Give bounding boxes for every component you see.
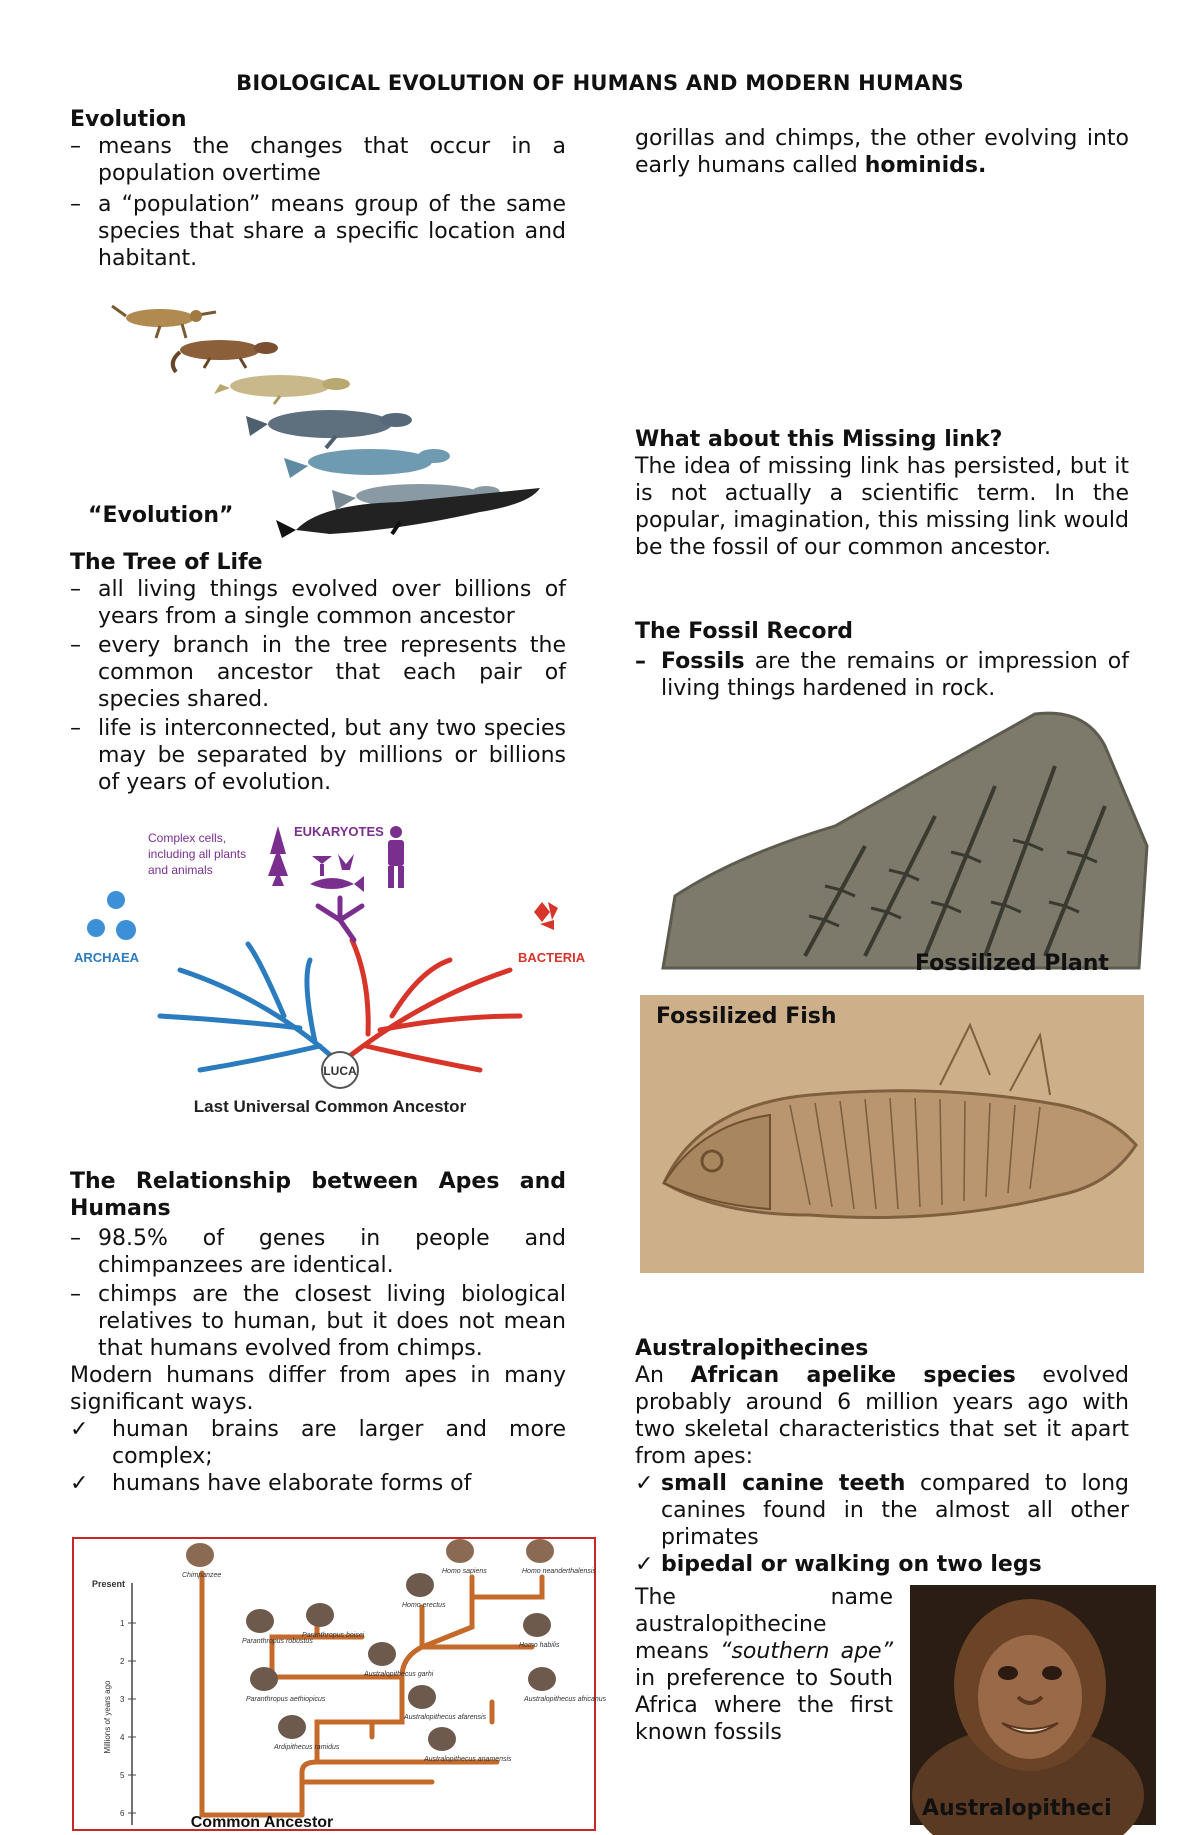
archaea-cell-icon bbox=[87, 919, 105, 937]
intro-bold: African apelike species bbox=[690, 1363, 1016, 1388]
evolution-section bbox=[70, 106, 566, 272]
australopithecines-section bbox=[635, 1335, 1129, 1578]
bacteria-label: BACTERIA bbox=[518, 950, 586, 965]
hominid-head-icon bbox=[306, 1603, 334, 1627]
axis-tick-label: 6 bbox=[120, 1809, 125, 1818]
species-label: Chimpanzee bbox=[182, 1572, 222, 1579]
apes-humans-checks bbox=[70, 1416, 566, 1497]
fossil-definition bbox=[635, 648, 1129, 702]
complex-cells-label-2: including all plants bbox=[148, 847, 247, 861]
luca-caption: Last Universal Common Ancestor bbox=[193, 1097, 467, 1116]
face bbox=[978, 1635, 1082, 1759]
archaea-label: ARCHAEA bbox=[74, 950, 139, 965]
list-item: – 98.5% of genes in people and chimpanzees are identical. bbox=[70, 1225, 566, 1279]
hominid-head-icon bbox=[526, 1539, 554, 1563]
name-text: The name australopithecine means bbox=[635, 1585, 893, 1664]
species-label: Australopithecus afarensis bbox=[404, 1714, 487, 1721]
australopithecine-name-text bbox=[635, 1584, 893, 1746]
hominid-head-icon bbox=[278, 1715, 306, 1739]
hominid-head-icon bbox=[368, 1642, 396, 1666]
australopithecine-photo bbox=[910, 1585, 1156, 1825]
axis-tick-label: 4 bbox=[120, 1733, 125, 1742]
intro-text: An bbox=[635, 1363, 691, 1388]
list-item: – chimps are the closest living biological relatives to human, but it does not mean that humans evolved from chimps. bbox=[70, 1281, 566, 1362]
human-leg-icon bbox=[398, 866, 404, 888]
species-label: Homo erectus bbox=[402, 1602, 446, 1609]
missing-link-heading: What about this Missing link? bbox=[635, 427, 1003, 452]
bacteria-branches bbox=[342, 940, 520, 1070]
axis-tick-label: 3 bbox=[120, 1695, 125, 1704]
axis-tick-label: 5 bbox=[120, 1771, 125, 1780]
species-label: Homo habilis bbox=[519, 1642, 560, 1649]
list-item: – life is interconnected, but any two species may be separated by millions or billions of years of evolution. bbox=[70, 715, 566, 796]
evolution-heading: Evolution bbox=[70, 107, 187, 132]
fossils-definition-text: are the remains or impression of living things hardened in rock. bbox=[661, 649, 1129, 701]
evolution-caption: “Evolution” bbox=[88, 503, 234, 528]
species-label: Paranthropus aethiopicus bbox=[246, 1696, 326, 1703]
hominid-head-icon bbox=[406, 1573, 434, 1597]
list-item bbox=[635, 1551, 1129, 1578]
species-label: Homo neanderthalensis bbox=[522, 1568, 596, 1575]
australopithecines-checks bbox=[635, 1470, 1129, 1578]
check-bold: bipedal or walking on two legs bbox=[661, 1552, 1042, 1577]
tree-icon bbox=[268, 826, 288, 886]
hominid-head-icon bbox=[428, 1727, 456, 1751]
rock-slab bbox=[663, 713, 1147, 968]
pakicetus-icon bbox=[112, 306, 216, 338]
complex-cells-label-1: Complex cells, bbox=[148, 831, 227, 845]
basilosaurus-icon bbox=[284, 449, 450, 478]
missing-link-text: The idea of missing link has persisted, but it is not actually a scientific term. In the popular, imagination, this missing link would be the fossil of our common ancestor. bbox=[635, 454, 1129, 560]
dash-marker: – bbox=[635, 649, 646, 674]
eukaryote-branches bbox=[318, 898, 362, 940]
australopithecines-intro bbox=[635, 1362, 1129, 1470]
human-icon bbox=[390, 826, 402, 838]
australopithecines-heading: Australopithecines bbox=[635, 1336, 869, 1361]
apes-humans-paragraph: Modern humans differ from apes in many significant ways. bbox=[70, 1363, 566, 1415]
australopithecine-label: Australopitheci bbox=[922, 1796, 1112, 1821]
check-text: compared to long canines found in the almost all other primates bbox=[661, 1471, 1129, 1550]
species-label: Australopithecus garhi bbox=[364, 1671, 434, 1678]
fossilized-plant-image bbox=[655, 706, 1149, 976]
fossilized-plant-label: Fossilized Plant bbox=[915, 951, 1109, 976]
axis-tick-label: 2 bbox=[120, 1657, 125, 1666]
hominid-head-icon bbox=[186, 1543, 214, 1567]
ambulocetus-icon bbox=[173, 340, 278, 372]
chart-frame bbox=[73, 1538, 595, 1830]
hominid-head-icon bbox=[246, 1609, 274, 1633]
archaea-branches bbox=[160, 944, 338, 1070]
complex-cells-label-3: and animals bbox=[148, 863, 213, 877]
tree-of-life-heading: The Tree of Life bbox=[70, 550, 263, 575]
missing-link-section bbox=[635, 426, 1129, 561]
list-item: – all living things evolved over billions of years from a single common ancestor bbox=[70, 576, 566, 630]
species-label: Paranthropus robustus bbox=[242, 1638, 313, 1645]
mushroom-icon bbox=[312, 856, 332, 876]
human-body-icon bbox=[388, 840, 404, 866]
axis-tick-label: 1 bbox=[120, 1619, 125, 1628]
fish-icon bbox=[310, 876, 364, 892]
human-leg-icon bbox=[388, 866, 394, 888]
dorudon-icon bbox=[246, 410, 412, 448]
list-item: ✓ human brains are larger and more complex; bbox=[70, 1416, 566, 1470]
bacteria-icon bbox=[534, 902, 558, 930]
evolution-list bbox=[70, 133, 566, 272]
species-label: Paranthropus boisei bbox=[302, 1632, 365, 1639]
archaea-cell-icon bbox=[116, 920, 136, 940]
fossil-record-section bbox=[635, 618, 1129, 702]
axis-title: Millions of years ago bbox=[103, 1680, 112, 1754]
name-text-rest: in preference to South Africa where the first known fossils bbox=[635, 1666, 893, 1745]
eukaryotes-label: EUKARYOTES bbox=[294, 824, 384, 839]
list-item bbox=[635, 1470, 1129, 1551]
continuation-plain: gorillas and chimps, the other evolving into early humans called bbox=[635, 126, 1129, 178]
page-title: BIOLOGICAL EVOLUTION OF HUMANS AND MODERN HUMANS bbox=[236, 71, 964, 95]
apes-humans-heading: The Relationship between Apes and Humans bbox=[70, 1169, 566, 1221]
tree-of-life-section bbox=[70, 549, 566, 796]
butterfly-icon bbox=[338, 854, 354, 870]
continuation-text bbox=[635, 125, 1129, 179]
hominid-head-icon bbox=[250, 1667, 278, 1691]
check-bold: small canine teeth bbox=[661, 1471, 906, 1496]
apes-humans-section bbox=[70, 1168, 566, 1497]
hominids-term: hominids. bbox=[864, 153, 987, 178]
list-item: – a “population” means group of the same species that share a specific location and habitant. bbox=[70, 191, 566, 272]
list-item: – every branch in the tree represents the common ancestor that each pair of species shared. bbox=[70, 632, 566, 713]
hominid-head-icon bbox=[446, 1539, 474, 1563]
hominid-head-icon bbox=[523, 1613, 551, 1637]
left-eye-icon bbox=[998, 1666, 1018, 1680]
hominid-evolution-chart bbox=[72, 1537, 607, 1831]
luca-label: LUCA bbox=[323, 1064, 357, 1078]
tree-of-life-list bbox=[70, 576, 566, 796]
list-item: – means the changes that occur in a population overtime bbox=[70, 133, 566, 187]
species-label: Ardipithecus ramidus bbox=[274, 1744, 340, 1751]
fossils-term: Fossils bbox=[661, 649, 745, 674]
right-eye-icon bbox=[1042, 1666, 1062, 1680]
archaea-cell-icon bbox=[107, 891, 125, 909]
species-label: Australopithecus anamensis bbox=[424, 1756, 512, 1763]
hominid-head-icon bbox=[408, 1685, 436, 1709]
southern-ape-term: “southern ape” bbox=[720, 1639, 893, 1664]
present-label: Present bbox=[92, 1579, 126, 1589]
fossilized-fish-label: Fossilized Fish bbox=[656, 1004, 837, 1029]
hominid-head-icon bbox=[528, 1667, 556, 1691]
chart-caption: Common Ancestor bbox=[190, 1814, 334, 1831]
species-label: Homo sapiens bbox=[442, 1568, 487, 1575]
species-label: Australopithecus africanus bbox=[524, 1696, 607, 1703]
fossilized-fish-image bbox=[640, 995, 1144, 1273]
fossil-record-heading: The Fossil Record bbox=[635, 619, 854, 644]
list-item: ✓ humans have elaborate forms of bbox=[70, 1470, 566, 1497]
apes-humans-list bbox=[70, 1225, 566, 1362]
intro-text-rest: evolved probably around 6 million years ago with two skeletal characteristics that set it apart from apes: bbox=[635, 1363, 1130, 1469]
rodhocetus-icon bbox=[214, 375, 350, 404]
tree-of-life-diagram bbox=[70, 820, 586, 1120]
